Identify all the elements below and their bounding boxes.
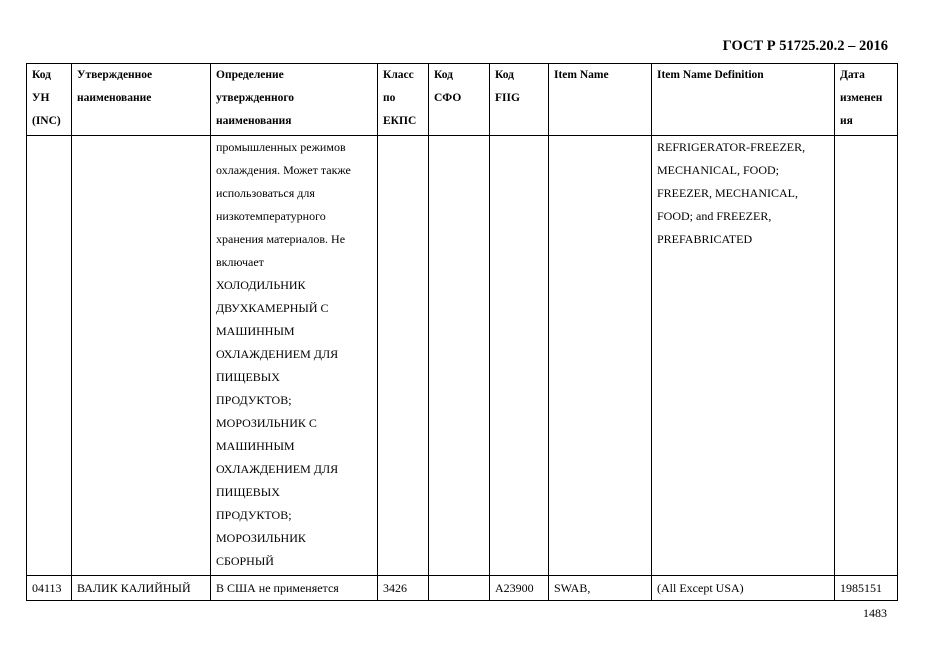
cell-item-name-definition: REFRIGERATOR-FREEZER, MECHANICAL, FOOD; FREEZER, MECHANICAL, FOOD; and FREEZER, PREFABRICATED xyxy=(652,136,835,576)
header-item-name: Item Name xyxy=(549,64,652,136)
header-sfo: Код СФО xyxy=(429,64,490,136)
header-class: Класс по ЕКПС xyxy=(378,64,429,136)
cell-inc: 04113 xyxy=(27,576,72,601)
cell-approved-name xyxy=(72,136,211,576)
cell-date: 1985151 xyxy=(835,576,898,601)
cell-sfo xyxy=(429,136,490,576)
cell-definition: В США не применяется xyxy=(211,576,378,601)
cell-date xyxy=(835,136,898,576)
table-header-row xyxy=(27,64,898,136)
header-fiig: Код FIIG xyxy=(490,64,549,136)
table-row-continuation xyxy=(27,136,898,576)
cell-definition: промышленных режимов охлаждения. Может также использоваться для низкотемпературного хранения материалов. Не включает ХОЛОДИЛЬНИК ДВУХКАМЕРНЫЙ С МАШИННЫМ ОХЛАЖДЕНИЕМ ДЛЯ ПИЩЕВЫХ ПРОДУКТОВ; МОРОЗИЛЬНИК С МАШИННЫМ ОХЛАЖДЕНИЕМ ДЛЯ ПИЩЕВЫХ ПРОДУКТОВ; МОРОЗИЛЬНИК СБОРНЫЙ xyxy=(211,136,378,576)
header-item-name-definition: Item Name Definition xyxy=(652,64,835,136)
cell-item-name: SWAB, xyxy=(549,576,652,601)
header-date: Дата изменен ия xyxy=(835,64,898,136)
cell-item-name xyxy=(549,136,652,576)
cell-item-name-definition: (All Except USA) xyxy=(652,576,835,601)
header-definition: Определение утвержденного наименования xyxy=(211,64,378,136)
nomenclature-table xyxy=(26,63,898,601)
cell-class: 3426 xyxy=(378,576,429,601)
cell-fiig xyxy=(490,136,549,576)
table-row xyxy=(27,576,898,601)
cell-approved-name: ВАЛИК КАЛИЙНЫЙ xyxy=(72,576,211,601)
cell-class xyxy=(378,136,429,576)
page-number: 1483 xyxy=(863,606,887,620)
cell-fiig: A23900 xyxy=(490,576,549,601)
cell-inc xyxy=(27,136,72,576)
document-header: ГОСТ Р 51725.20.2 – 2016 xyxy=(722,38,888,54)
header-approved-name: Утвержденное наименование xyxy=(72,64,211,136)
header-inc: Код УН (INC) xyxy=(27,64,72,136)
cell-sfo xyxy=(429,576,490,601)
